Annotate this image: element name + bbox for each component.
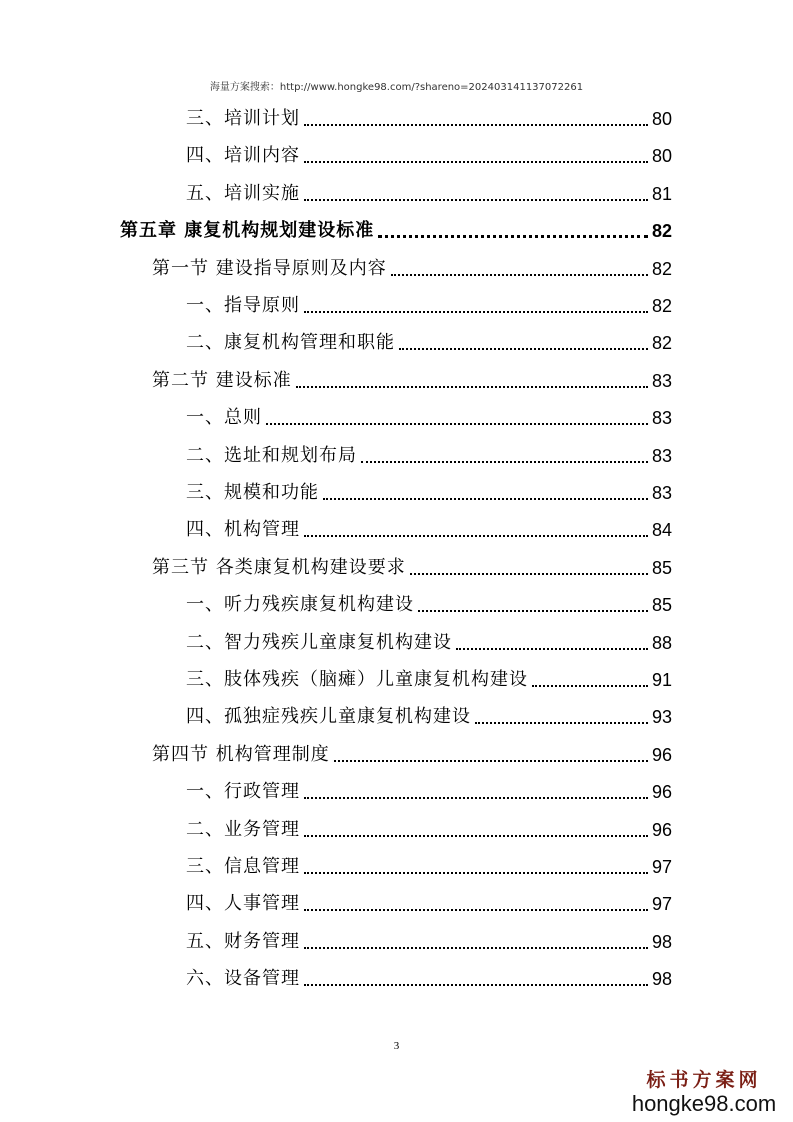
toc-entry-label: 第一节 建设指导原则及内容 [152, 257, 387, 279]
toc-dot-leader [410, 572, 648, 575]
toc-entry-page-number: 97 [651, 894, 672, 915]
toc-entry-label: 一、听力残疾康复机构建设 [186, 594, 414, 616]
toc-dot-leader [266, 422, 648, 425]
toc-entry-page-number: 88 [651, 632, 672, 653]
toc-entry-page-number: 91 [651, 670, 672, 690]
toc-entry-page-number: 82 [651, 333, 672, 354]
toc-dot-leader [475, 721, 648, 724]
toc-dot-leader [532, 684, 648, 687]
toc-dot-leader [304, 834, 648, 837]
toc-dot-leader [391, 273, 648, 276]
toc-dot-leader [304, 946, 648, 949]
page-number: 3 [393, 1040, 400, 1052]
toc-subsection-entry[interactable] [186, 890, 672, 918]
toc-entry-page-number: 96 [651, 819, 672, 840]
toc-entry-label: 三、规模和功能 [186, 482, 319, 503]
toc-entry-label: 六、设备管理 [186, 968, 300, 990]
toc-entry-page-number: 98 [651, 969, 672, 990]
toc-entry-page-number: 96 [651, 782, 672, 803]
toc-dot-leader [304, 123, 648, 126]
toc-entry-label: 一、行政管理 [186, 781, 300, 803]
toc-subsection-entry[interactable] [186, 180, 672, 208]
toc-dot-leader [296, 385, 648, 388]
toc-section-entry[interactable] [152, 741, 672, 769]
toc-entry-label: 五、培训实施 [186, 182, 300, 204]
toc-section-entry[interactable] [152, 255, 672, 283]
toc-dot-leader [323, 497, 648, 500]
toc-subsection-entry[interactable] [186, 778, 672, 806]
toc-entry-label: 四、孤独症残疾儿童康复机构建设 [186, 706, 471, 728]
toc-entry-label: 三、肢体残疾（脑瘫）儿童康复机构建设 [186, 669, 528, 690]
toc-dot-leader [304, 908, 648, 911]
toc-entry-page-number: 80 [651, 109, 672, 129]
toc-entry-label: 二、业务管理 [186, 818, 300, 840]
toc-entry-page-number: 85 [651, 595, 672, 616]
toc-section-entry[interactable] [152, 554, 672, 582]
toc-subsection-entry[interactable] [186, 404, 672, 432]
toc-dot-leader [361, 460, 648, 463]
toc-dot-leader [304, 310, 648, 313]
toc-entry-page-number: 96 [651, 744, 672, 765]
toc-entry-page-number: 97 [651, 857, 672, 877]
toc-subsection-entry[interactable] [186, 442, 672, 470]
toc-subsection-entry[interactable] [186, 928, 672, 956]
toc-dot-leader [418, 609, 648, 612]
toc-subsection-entry[interactable] [186, 703, 672, 731]
toc-subsection-entry[interactable] [186, 816, 672, 844]
toc-dot-leader [378, 234, 648, 238]
toc-entry-page-number: 83 [651, 408, 672, 429]
toc-entry-label: 二、选址和规划布局 [186, 444, 357, 466]
toc-entry-label: 第二节 建设标准 [152, 369, 292, 391]
toc-entry-page-number: 84 [651, 520, 672, 541]
toc-dot-leader [456, 647, 648, 650]
toc-entry-label: 第三节 各类康复机构建设要求 [152, 556, 406, 578]
toc-dot-leader [304, 534, 648, 537]
toc-dot-leader [304, 160, 648, 163]
toc-section-entry[interactable] [152, 367, 672, 395]
toc-subsection-entry[interactable] [186, 329, 672, 357]
toc-dot-leader [334, 759, 648, 762]
toc-subsection-entry[interactable] [186, 292, 672, 320]
toc-entry-page-number: 82 [651, 221, 672, 242]
toc-entry-label: 第五章 康复机构规划建设标准 [120, 220, 375, 242]
toc-dot-leader [304, 796, 648, 799]
watermark-domain-text: hongke98.com [631, 1091, 777, 1116]
toc-subsection-entry[interactable] [186, 479, 672, 507]
toc-entry-page-number: 85 [651, 557, 672, 578]
toc-entry-label: 三、培训计划 [186, 108, 300, 129]
toc-subsection-entry[interactable] [186, 105, 672, 133]
toc-dot-leader [399, 347, 648, 350]
site-watermark-logo [629, 1068, 779, 1116]
toc-subsection-entry[interactable] [186, 591, 672, 619]
toc-entry-label: 二、康复机构管理和职能 [186, 332, 395, 354]
toc-dot-leader [304, 871, 648, 874]
toc-entry-label: 四、机构管理 [186, 519, 300, 541]
toc-subsection-entry[interactable] [186, 666, 672, 694]
toc-entry-page-number: 82 [651, 258, 672, 279]
toc-entry-label: 一、指导原则 [186, 295, 300, 316]
toc-subsection-entry[interactable] [186, 965, 672, 993]
toc-entry-page-number: 83 [651, 483, 672, 503]
toc-entry-page-number: 83 [651, 370, 672, 391]
toc-entry-page-number: 81 [651, 183, 672, 204]
toc-entry-label: 一、总则 [186, 407, 262, 429]
toc-subsection-entry[interactable] [186, 142, 672, 170]
toc-entry-page-number: 83 [651, 445, 672, 466]
toc-subsection-entry[interactable] [186, 516, 672, 544]
toc-entry-page-number: 82 [651, 296, 672, 316]
toc-entry-page-number: 93 [651, 707, 672, 728]
toc-entry-label: 三、信息管理 [186, 856, 300, 877]
toc-entry-label: 四、培训内容 [186, 145, 300, 167]
toc-entry-label: 第四节 机构管理制度 [152, 743, 330, 765]
toc-dot-leader [304, 983, 648, 986]
toc-entry-label: 五、财务管理 [186, 930, 300, 952]
toc-dot-leader [304, 198, 648, 201]
toc-entry-page-number: 98 [651, 931, 672, 952]
toc-chapter-entry[interactable] [120, 217, 672, 245]
toc-entry-page-number: 80 [651, 146, 672, 167]
watermark-chinese-text: 标书方案网 [646, 1069, 762, 1091]
toc-entry-label: 四、人事管理 [186, 893, 300, 915]
toc-entry-label: 二、智力残疾儿童康复机构建设 [186, 631, 452, 653]
toc-subsection-entry[interactable] [186, 853, 672, 881]
page-header: 海量方案搜索：http://www.hongke98.com/?shareno=202403141137072261 [209, 82, 584, 93]
toc-subsection-entry[interactable] [186, 629, 672, 657]
